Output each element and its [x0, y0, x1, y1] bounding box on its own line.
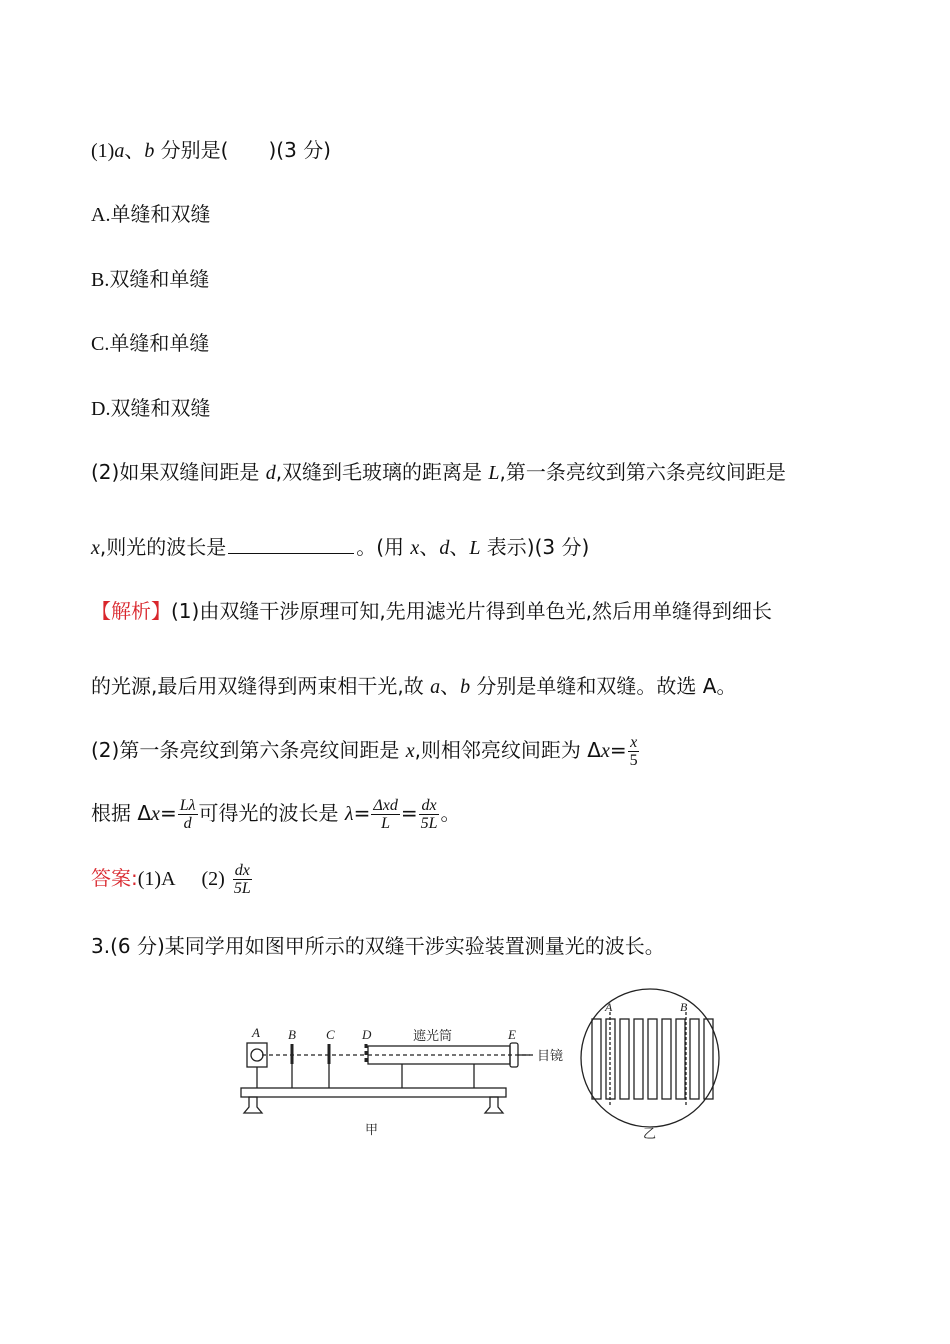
caption-yi: 乙 [643, 1127, 657, 1142]
view-circle [581, 989, 719, 1127]
option-a: A.单缝和双缝 [91, 202, 211, 226]
question-2-line-1: (2)如果双缝间距是 d,双缝到毛玻璃的距离是 L,第一条亮纹到第六条亮纹间距是 [91, 460, 786, 484]
bench-foot-left [244, 1097, 262, 1113]
view-label-b: B [680, 1000, 688, 1014]
tube-label: 遮光筒 [413, 1029, 453, 1044]
fraction-x-over-5: $\frac{x}{5}$ [629, 734, 638, 769]
fraction-dx-over-5l: $\frac{dx}{5L}$ [420, 797, 438, 832]
question-2-line-2: x,则光的波长是 。(用 x、d、L 表示)(3 分) [91, 535, 590, 559]
analysis-line-1: 【解析】(1)由双缝干涉原理可知,先用滤光片得到单色光,然后用单缝得到细长 [91, 599, 773, 623]
view-label-a: A [605, 1000, 613, 1014]
analysis-line-3: (2)第一条亮纹到第六条亮纹间距是 x,则相邻亮纹间距为 Δx= $\frac{x}{5}$ [91, 734, 638, 769]
option-b: B.双缝和单缝 [91, 267, 210, 291]
eyepiece-label: 目镜 [537, 1049, 564, 1064]
fringe-8 [690, 1019, 699, 1099]
bench-foot-right [485, 1097, 503, 1113]
fringe-3 [620, 1019, 629, 1099]
label-a: A [252, 1025, 260, 1040]
answer-fraction: $\frac{dx}{5L}$ [233, 862, 251, 897]
option-c: C.单缝和单缝 [91, 331, 210, 355]
fringe-4 [634, 1019, 643, 1099]
analysis-line-2: 的光源,最后用双缝得到两束相干光,故 a、b 分别是单缝和双缝。故选 A。 [91, 674, 737, 698]
fraction-dxd-over-l: $\frac{\text{Δxd}}{L}$ [373, 797, 398, 832]
apparatus-labels [251, 1025, 516, 1042]
label-c: C [326, 1027, 335, 1042]
label-d: D [362, 1027, 372, 1042]
caption-jia: 甲 [365, 1123, 379, 1138]
optical-bench [241, 1088, 506, 1097]
fringe-1 [592, 1019, 601, 1099]
answer-tag: 答案: [91, 866, 138, 890]
fringe-9 [704, 1019, 713, 1099]
label-e: E [508, 1027, 516, 1042]
apparatus-jia [241, 1043, 533, 1113]
option-d: D.双缝和双缝 [91, 396, 211, 420]
fringe-7 [676, 1019, 685, 1099]
fringe-5 [648, 1019, 657, 1099]
question-3: 3.(6 分)某同学用如图甲所示的双缝干涉实验装置测量光的波长。 [91, 934, 665, 958]
lamp-bulb [251, 1049, 263, 1061]
analysis-tag: 【解析】 [91, 599, 171, 623]
fraction-l-lambda-over-d: $\frac{L\lambda}{d}$ [179, 797, 196, 832]
fringe-6 [662, 1019, 671, 1099]
fringe-view-yi [581, 989, 719, 1127]
label-b: B [288, 1027, 296, 1042]
analysis-line-4: 根据 Δx= $\frac{L\lambda}{d}$ 可得光的波长是 λ= $\frac{\text{Δxd}}{L}$ = $\frac{dx}{5L}$ 。 [91, 797, 461, 832]
question-1: (1)a、b 分别是( )(3 分) [91, 138, 331, 162]
answer-line: 答案:(1)A (2) $\frac{dx}{5L}$ [91, 862, 251, 897]
